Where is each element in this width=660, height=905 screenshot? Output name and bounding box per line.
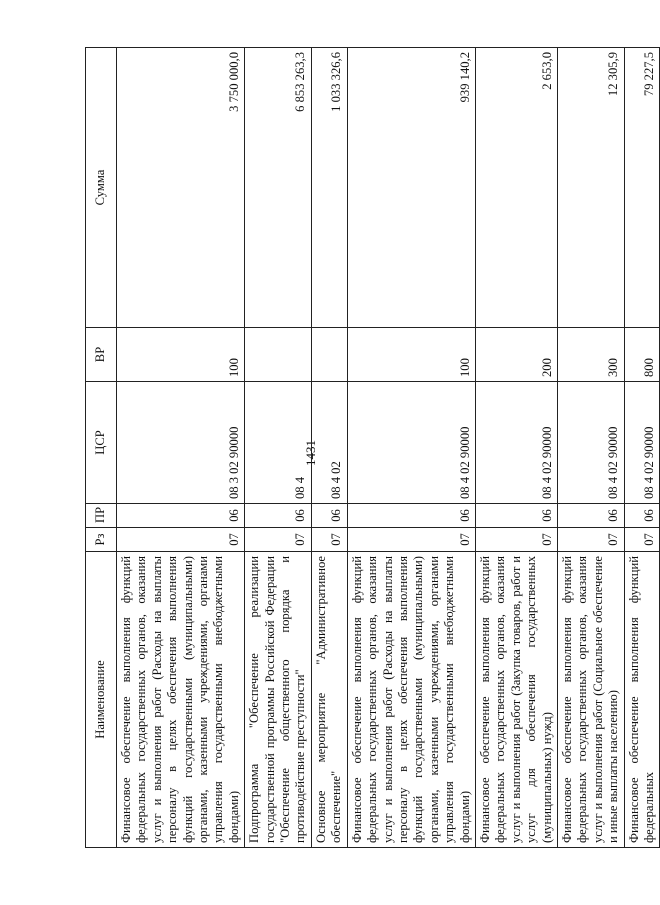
cell-sum: 939 140,2	[347, 48, 475, 328]
cell-name: Финансовое обеспечение выполнения функций федеральных государственных органов, оказания услуг и выполнения работ (Закупка товаров, работ и услуг для обеспечения государственных (муниципальных) нужд)	[475, 552, 557, 848]
table-row	[117, 48, 245, 848]
cell-sum: 6 853 263,3	[245, 48, 312, 328]
cell-rz: 07	[557, 528, 624, 552]
cell-pr: 06	[557, 504, 624, 528]
cell-sum: 2 653,0	[475, 48, 557, 328]
header-sum: Сумма	[86, 48, 117, 328]
cell-name: Подпрограмма "Обеспечение реализации государственной программы Российской Федерации "Обеспечение общественного порядка и противодействие преступности"	[245, 552, 312, 848]
cell-csr: 08 4 02 90000	[347, 382, 475, 504]
cell-sum: 79 227,5	[624, 48, 660, 328]
header-rz: Рз	[86, 528, 117, 552]
cell-pr: 06	[117, 504, 245, 528]
cell-sum: 12 305,9	[557, 48, 624, 328]
cell-csr: 08 4 02 90000	[624, 382, 660, 504]
table-row	[245, 48, 312, 848]
cell-vr: 800	[624, 328, 660, 382]
table-row	[347, 48, 475, 848]
budget-table-rotated	[85, 48, 656, 848]
cell-sum: 3 750 000,0	[117, 48, 245, 328]
cell-name: Финансовое обеспечение выполнения функций федеральных государственных органов, оказания услуг и выполнения работ (Расходы на выплаты персоналу в целях обеспечения выполнения функций государственными (муниципальными) органами, казенными учреждениями, органами управления государственными внебюджетными фондами)	[117, 552, 245, 848]
cell-vr: 300	[557, 328, 624, 382]
header-csr: ЦСР	[86, 382, 117, 504]
cell-csr: 08 3 02 90000	[117, 382, 245, 504]
cell-pr: 06	[475, 504, 557, 528]
cell-vr: 100	[117, 328, 245, 382]
cell-vr	[311, 328, 347, 382]
cell-csr: 08 4 02	[311, 382, 347, 504]
cell-rz: 07	[347, 528, 475, 552]
table-row	[557, 48, 624, 848]
table-header-row	[86, 48, 117, 848]
cell-rz: 07	[245, 528, 312, 552]
cell-pr: 06	[245, 504, 312, 528]
cell-vr: 100	[347, 328, 475, 382]
cell-sum: 1 033 326,6	[311, 48, 347, 328]
page-number: 1431	[303, 440, 318, 466]
table-row	[624, 48, 660, 848]
header-name: Наименование	[86, 552, 117, 848]
cell-rz: 07	[311, 528, 347, 552]
cell-vr: 200	[475, 328, 557, 382]
cell-rz: 07	[475, 528, 557, 552]
table-row	[475, 48, 557, 848]
cell-pr: 06	[347, 504, 475, 528]
cell-pr: 06	[624, 504, 660, 528]
header-vr: ВР	[86, 328, 117, 382]
cell-rz: 07	[117, 528, 245, 552]
cell-csr: 08 4 02 90000	[475, 382, 557, 504]
cell-csr: 08 4 02 90000	[557, 382, 624, 504]
cell-pr: 06	[311, 504, 347, 528]
budget-table	[85, 47, 660, 848]
cell-csr: 08 4	[245, 382, 312, 504]
cell-name: Финансовое обеспечение выполнения функций федеральных	[624, 552, 660, 848]
cell-name: Финансовое обеспечение выполнения функций федеральных государственных органов, оказания услуг и выполнения работ (Расходы на выплаты персоналу в целях обеспечения выполнения функций государственными (муниципальными) органами, казенными учреждениями, органами управления государственными внебюджетными фондами)	[347, 552, 475, 848]
table-row	[311, 48, 347, 848]
cell-name: Финансовое обеспечение выполнения функций федеральных государственных органов, оказания услуг и выполнения работ (Социальное обеспечение и иные выплаты населению)	[557, 552, 624, 848]
cell-vr	[245, 328, 312, 382]
cell-name: Основное мероприятие "Административное обеспечение"	[311, 552, 347, 848]
cell-rz: 07	[624, 528, 660, 552]
header-pr: ПР	[86, 504, 117, 528]
